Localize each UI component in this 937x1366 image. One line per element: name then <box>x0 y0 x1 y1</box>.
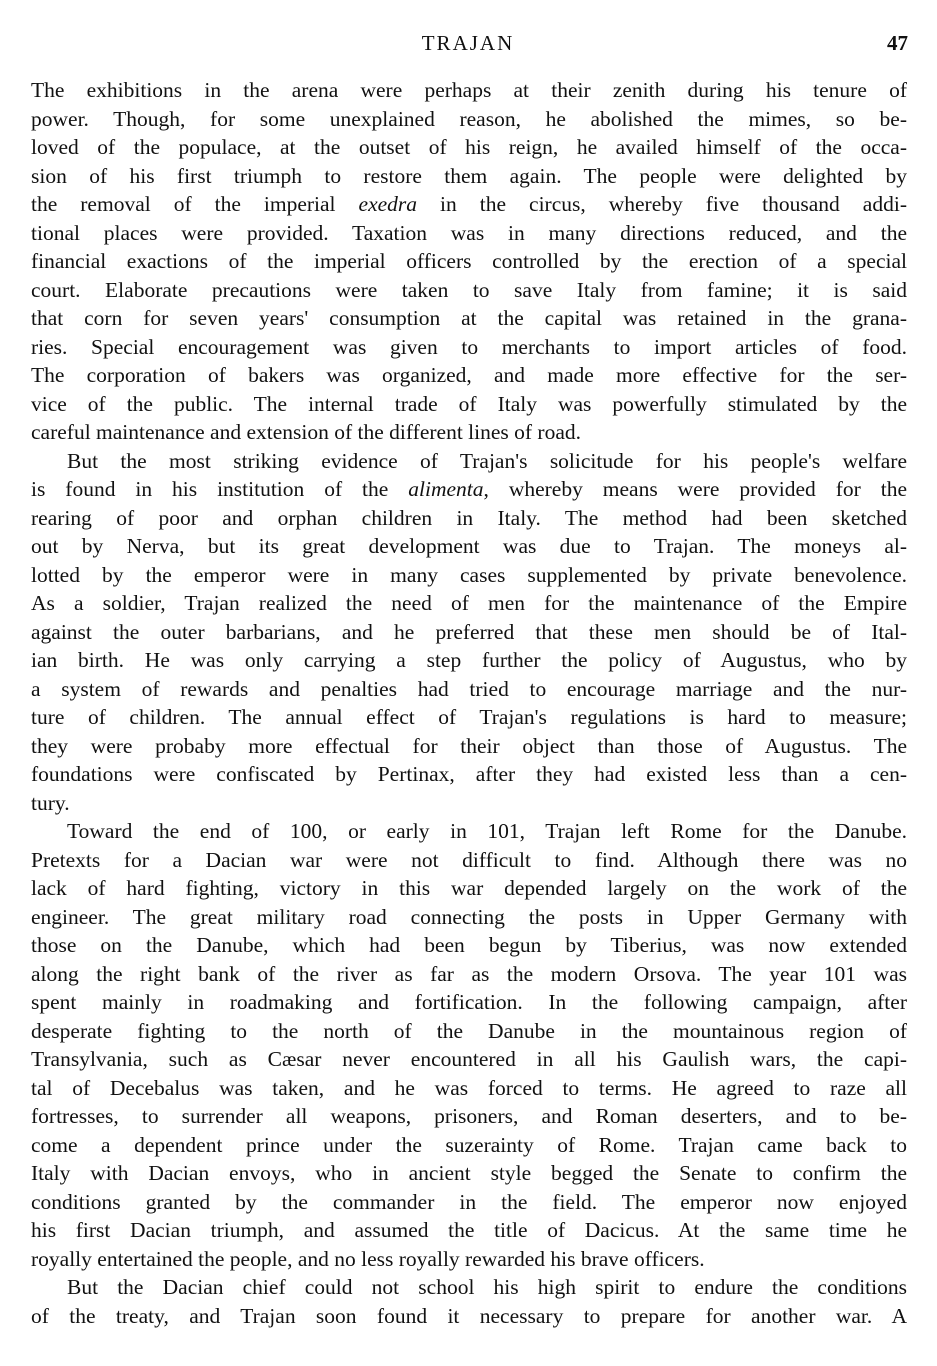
italic-term: exedra <box>358 192 418 216</box>
text-line: But the most striking evidence of Trajan's solicitude for his people's welfare <box>67 448 907 473</box>
text-line: his first Dacian triumph, and assumed the title of Dacicus. At the same time he <box>31 1218 907 1242</box>
running-title: TRAJAN <box>421 31 515 55</box>
text-line: tal of Decebalus was taken, and he was forced to terms. He agreed to raze all <box>31 1075 907 1100</box>
text-line: tional places were provided. Taxation was in many directions reduced, and the <box>31 220 907 245</box>
text-line: court. Elaborate precautions were taken to save Italy from famine; it is said <box>31 277 907 302</box>
text-line: ture of children. The annual effect of Trajan's regulations is hard to measure; <box>31 705 907 729</box>
text-line: ries. Special encouragement was given to merchants to import articles of food. <box>31 334 907 359</box>
text-line: Toward the end of 100, or early in 101, Trajan left Rome for the Danube. <box>67 819 907 843</box>
text-line: But the Dacian chief could not school his high spirit to endure the conditions <box>67 1275 907 1299</box>
text-line: desperate fighting to the north of the Danube in the mountainous region of <box>31 1018 907 1043</box>
text-line: vice of the public. The internal trade of Italy was powerfully stimulated by the <box>31 391 907 416</box>
text-line: those on the Danube, which had been begun by Tiberius, was now extended <box>31 933 907 957</box>
text-line: foundations were confiscated by Pertinax, after they had existed less than a cen- <box>31 762 907 786</box>
text-line: As a soldier, Trajan realized the need of men for the maintenance of the Empire <box>31 591 907 615</box>
text-line: spent mainly in roadmaking and fortification. In the following campaign, after <box>31 990 907 1014</box>
text-line: The corporation of bakers was organized, and made more effective for the ser- <box>31 363 907 387</box>
text-line: a system of rewards and penalties had tried to encourage marriage and the nur- <box>31 676 907 701</box>
page-number: 47 <box>887 31 908 55</box>
text-line: is found in his institution of the alimenta, whereby means were provided for the <box>31 477 907 501</box>
text-line: engineer. The great military road connecting the posts in Upper Germany with <box>31 904 907 929</box>
text-line: they were probaby more effectual for their object than those of Augustus. The <box>31 733 907 758</box>
text-line: the removal of the imperial exedra in the circus, whereby five thousand addi- <box>31 192 907 216</box>
text-line: of the treaty, and Trajan soon found it necessary to prepare for another war. A <box>31 1303 907 1328</box>
text-line: against the outer barbarians, and he preferred that these men should be of Ital- <box>31 619 907 644</box>
text-line: Transylvania, such as Cæsar never encountered in all his Gaulish wars, the capi- <box>31 1047 907 1071</box>
text-line: loved of the populace, at the outset of his reign, he availed himself of the occa- <box>31 135 907 159</box>
text-line: rearing of poor and orphan children in Italy. The method had been sketched <box>31 505 907 530</box>
text-line: lack of hard fighting, victory in this war depended largely on the work of the <box>31 876 907 900</box>
text-line: Italy with Dacian envoys, who in ancient style begged the Senate to confirm the <box>31 1161 907 1185</box>
text-line: tury. <box>31 790 70 815</box>
text-line: ian birth. He was only carrying a step further the policy of Augustus, who by <box>31 648 907 672</box>
text-line: The exhibitions in the arena were perhaps at their zenith during his tenure of <box>31 78 907 102</box>
text-line: that corn for seven years' consumption at the capital was retained in the grana- <box>31 306 907 330</box>
text-line: sion of his first triumph to restore them again. The people were delighted by <box>31 163 907 188</box>
text-line: conditions granted by the commander in the field. The emperor now enjoyed <box>31 1189 907 1214</box>
text-line: power. Though, for some unexplained reason, he abolished the mimes, so be- <box>31 106 907 131</box>
text-line: lotted by the emperor were in many cases supplemented by private benevolence. <box>31 562 907 587</box>
running-head <box>28 28 908 58</box>
body-text <box>31 76 907 1330</box>
text-line: careful maintenance and extension of the different lines of road. <box>31 420 582 444</box>
text-line: out by Nerva, but its great development was due to Trajan. The moneys al- <box>31 534 907 558</box>
text-line: come a dependent prince under the suzerainty of Rome. Trajan came back to <box>31 1132 907 1157</box>
text-line: fortresses, to surrender all weapons, prisoners, and Roman deserters, and to be- <box>31 1104 907 1128</box>
text-line: royally entertained the people, and no less royally rewarded his brave officers. <box>31 1246 705 1271</box>
text-line: financial exactions of the imperial officers controlled by the erection of a special <box>31 249 907 273</box>
text-line: Pretexts for a Dacian war were not difficult to find. Although there was no <box>31 847 907 872</box>
text-line: along the right bank of the river as far as the modern Orsova. The year 101 was <box>31 961 907 986</box>
italic-term: alimenta <box>408 477 484 501</box>
